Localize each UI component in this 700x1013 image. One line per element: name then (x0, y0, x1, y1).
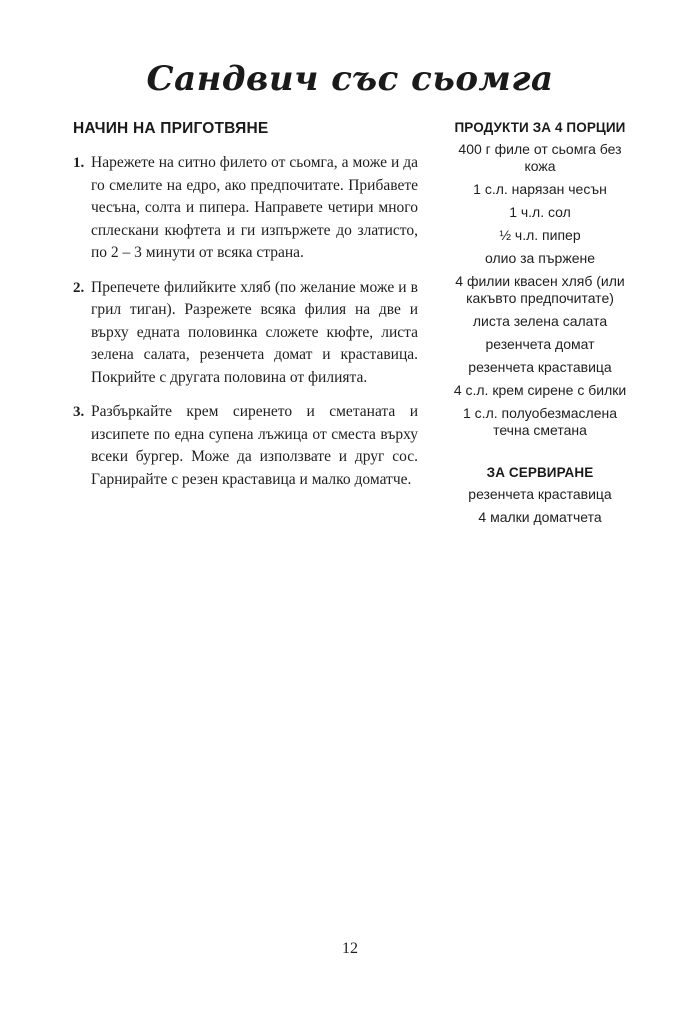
method-section (73, 120, 418, 503)
method-step (73, 401, 418, 491)
ingredient-item: 400 г филе от сьомга без кожа (458, 141, 622, 174)
serving-heading: ЗА СЕРВИРАНЕ (486, 465, 594, 480)
step-number: 3. (73, 404, 85, 420)
ingredient-item: 1 ч.л. сол (509, 204, 571, 220)
serving-list (450, 486, 630, 526)
step-text: Разбъркайте крем сиренето и сметаната и изсипете по една супена лъжица от сместа върху всеки бургер. Може да използвате и друг сос. Гарнирайте с резен краставица и малко доматче. (91, 403, 418, 488)
ingredient-item: резенчета домат (485, 336, 595, 352)
page-title: Сандвич със сьомга (146, 58, 554, 99)
step-text: Нарежете на ситно филето от сьомга, а може и да го смелите на едро, ако предпочитате. Прибавете чесъна, солта и пипера. Направете четири много сплескани кюфтета и ги изпържете до златисто, по 2 – 3 минути от всяка страна. (91, 154, 418, 261)
method-step (73, 152, 418, 265)
ingredient-item: листа зелена салата (472, 313, 608, 329)
ingredients-heading: ПРОДУКТИ ЗА 4 ПОРЦИИ (454, 120, 626, 135)
ingredient-item: 1 с.л. полуобезмаслена течна сметана (463, 405, 617, 438)
ingredient-item: 4 филии квасен хляб (или какъвто предпочитате) (455, 273, 625, 306)
ingredients-list (450, 141, 630, 439)
serving-item: резенчета краставица (468, 486, 612, 502)
method-step (73, 277, 418, 390)
serving-item: 4 малки доматчета (478, 509, 602, 525)
ingredient-item: ½ ч.л. пипер (499, 227, 581, 243)
method-steps (73, 152, 418, 491)
step-number: 2. (73, 279, 85, 296)
ingredient-item: 4 с.л. крем сирене с билки (453, 382, 627, 398)
step-number: 1. (73, 155, 85, 171)
ingredient-item: резенчета краставица (468, 359, 612, 375)
ingredients-section (450, 120, 630, 532)
method-heading: НАЧИН НА ПРИГОТВЯНЕ (73, 120, 269, 137)
ingredient-item: 1 с.л. нарязан чесън (473, 181, 607, 197)
ingredient-item: олио за пържене (484, 250, 596, 266)
page-number: 12 (342, 940, 358, 957)
step-text: Препечете филийките хляб (по желание може и в грил тиган). Разрежете всяка филия на две и върху едната половинка сложете кюфте, листа зелена салата, резенчета домат и краставица. Покрийте с другата половина от филията. (91, 278, 418, 386)
